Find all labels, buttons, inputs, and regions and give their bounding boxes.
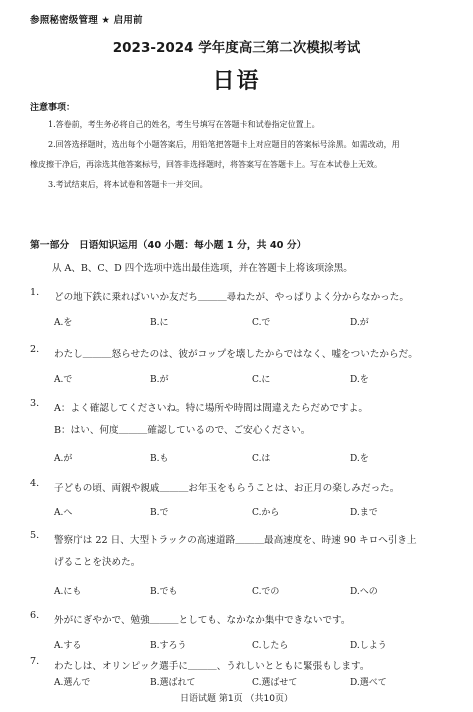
option-b[interactable]: B.すろう [150, 641, 187, 651]
option-b[interactable]: B.選ばれて [150, 678, 196, 688]
option-b[interactable]: B.が [150, 375, 169, 385]
question-number: 2. [30, 344, 40, 355]
notice-line: 3.考试结束后，将本试卷和答题卡一并交回。 [48, 180, 208, 189]
option-c[interactable]: C.で [252, 318, 271, 328]
option-c[interactable]: C.は [252, 454, 271, 464]
question-number: 5. [30, 530, 40, 541]
question-text: B：はい、何度＿＿＿確認しているので、ご安心ください。 [54, 425, 311, 436]
question-text: A：よく確認してくださいね。特に場所や時間は間違えたらだめですよ。 [54, 403, 368, 414]
exam-title: 2023-2024 学年度高三第二次模拟考试 [112, 40, 361, 56]
option-c[interactable]: C.から [252, 508, 280, 518]
section-heading: 第一部分 日语知识运用（40 小题：每小题 1 分，共 40 分） [30, 240, 307, 251]
question-number: 7. [30, 656, 40, 667]
notice-line: 橡皮擦干净后，再涂选其他答案标号，回答非选择题时，将答案写在答题卡上。写在本试卷上无效。 [30, 160, 382, 169]
question-text: 警察庁は 22 日、大型トラックの高速道路＿＿＿最高速度を、時速 90 キロへ引き上 [54, 535, 417, 546]
option-c[interactable]: C.選ばせて [252, 678, 298, 688]
option-b[interactable]: B.も [150, 454, 169, 464]
notice-item-2 [30, 137, 448, 173]
question-number: 1. [30, 287, 40, 298]
option-a[interactable]: A.で [54, 375, 73, 385]
option-d[interactable]: D.が [350, 318, 369, 328]
option-c[interactable]: C.での [252, 587, 280, 597]
option-d[interactable]: D.選べて [350, 678, 387, 688]
question-text: わたしは、オリンピック選手に＿＿＿、うれしいとともに緊張もします。 [54, 661, 370, 672]
option-a[interactable]: A.選んで [54, 678, 91, 688]
option-c[interactable]: C.に [252, 375, 271, 385]
notice-line: 1.答卷前，考生务必将自己的姓名，考生号填写在答题卡和试卷指定位置上。 [48, 120, 320, 129]
option-a[interactable]: A.が [54, 454, 73, 464]
option-d[interactable]: D.しよう [350, 641, 387, 651]
question-number: 3. [30, 398, 40, 409]
page-footer: 日语试题 第1页 （共10页） [180, 694, 293, 704]
notice-line: 2.回答选择题时，选出每个小题答案后，用铅笔把答题卡上对应题目的答案标号涂黑。如需改动，用 [48, 140, 400, 149]
option-b[interactable]: B.でも [150, 587, 178, 597]
option-b[interactable]: B.に [150, 318, 169, 328]
question-number: 4. [30, 478, 40, 489]
option-d[interactable]: D.を [350, 375, 369, 385]
question-text: どの地下鉄に乗ればいいか友だち＿＿＿尋ねたが、やっぱりよく分からなかった。 [54, 292, 409, 303]
subject-title: 日语 [212, 69, 261, 94]
notice-item-1 [30, 117, 448, 133]
option-d[interactable]: D.まで [350, 508, 378, 518]
question-text: 外がにぎやかで、勉強＿＿＿としても、なかなか集中できないです。 [54, 615, 351, 626]
question-text: げることを決めた。 [54, 557, 141, 568]
option-d[interactable]: D.への [350, 587, 378, 597]
option-a[interactable]: A.を [54, 318, 73, 328]
confidentiality-note: 参照秘密级管理 ★ 启用前 [30, 15, 143, 26]
option-a[interactable]: A.する [54, 641, 82, 651]
question-text: 子どもの頃、両親や親戚＿＿＿お年玉をもらうことは、お正月の楽しみだった。 [54, 483, 400, 494]
option-b[interactable]: B.で [150, 508, 169, 518]
option-a[interactable]: A.にも [54, 587, 82, 597]
option-c[interactable]: C.したら [252, 641, 289, 651]
notice-heading: 注意事项： [30, 103, 76, 113]
question-number: 6. [30, 610, 40, 621]
notice-item-3 [30, 177, 448, 193]
section-instruction: 从 A、B、C、D 四个选项中选出最佳选项，并在答题卡上将该项涂黑。 [52, 263, 353, 274]
question-text: わたし＿＿＿怒らせたのは、彼がコップを壊したからではなく、嘘をついたからだ。 [54, 349, 418, 360]
option-d[interactable]: D.を [350, 454, 369, 464]
option-a[interactable]: A.へ [54, 508, 73, 518]
